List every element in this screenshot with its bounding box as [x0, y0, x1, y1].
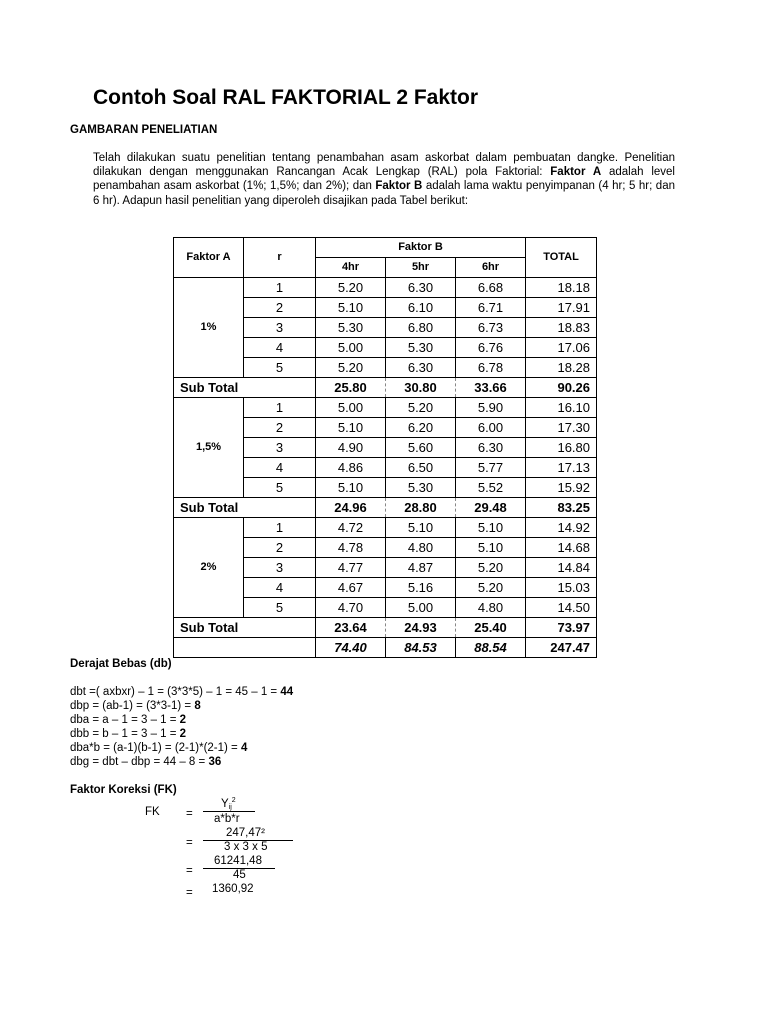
- value-cell: 5.90: [456, 398, 526, 418]
- table-row: [174, 398, 597, 418]
- replicate-cell: 5: [244, 478, 316, 498]
- header-b-level: 4hr: [316, 258, 386, 278]
- replicate-cell: 5: [244, 358, 316, 378]
- value-cell: 5.52: [456, 478, 526, 498]
- fk-numerator-1: [221, 797, 236, 811]
- db-line: [70, 728, 186, 740]
- value-cell: 6.30: [456, 438, 526, 458]
- table-row: [174, 518, 597, 538]
- value-cell: 6.78: [456, 358, 526, 378]
- db-result: 8: [194, 700, 201, 712]
- value-cell: 4.67: [316, 578, 386, 598]
- faktor-a-level: 1,5%: [174, 398, 244, 498]
- faktor-a-label: Faktor A: [550, 166, 602, 179]
- fk-denominator-3: 45: [233, 869, 246, 881]
- db-result: 2: [179, 728, 187, 740]
- value-cell: 5.20: [456, 558, 526, 578]
- table-body: [174, 238, 597, 658]
- db-result: 44: [280, 686, 294, 698]
- row-total-cell: 15.03: [526, 578, 597, 598]
- row-total-cell: 18.28: [526, 358, 597, 378]
- value-cell: 6.20: [386, 418, 456, 438]
- fk-result: 1360,92: [212, 883, 254, 895]
- subtotal-cell: 28.80: [386, 498, 456, 518]
- fk-num1-sub: ij: [228, 804, 232, 811]
- replicate-cell: 3: [244, 558, 316, 578]
- value-cell: 5.30: [386, 338, 456, 358]
- value-cell: 5.30: [316, 318, 386, 338]
- grand-total-cell: 74.40: [316, 638, 386, 658]
- fk-numerator-3: 61241,48: [214, 855, 262, 867]
- replicate-cell: 3: [244, 438, 316, 458]
- replicate-cell: 4: [244, 338, 316, 358]
- replicate-cell: 2: [244, 418, 316, 438]
- faktor-koreksi-heading: Faktor Koreksi (FK): [70, 784, 177, 796]
- row-total-cell: 16.10: [526, 398, 597, 418]
- grand-total-value: 247.47: [526, 638, 597, 658]
- header-faktor-a: Faktor A: [174, 238, 244, 278]
- replicate-cell: 2: [244, 298, 316, 318]
- subtotal-row: [174, 618, 597, 638]
- header-faktor-b: Faktor B: [316, 238, 526, 258]
- replicate-cell: 4: [244, 578, 316, 598]
- subtotal-cell: 30.80: [386, 378, 456, 398]
- value-cell: 5.20: [386, 398, 456, 418]
- fk-equals: =: [186, 887, 193, 899]
- fk-denominator-1: a*b*r: [214, 813, 240, 825]
- subtotal-total-cell: 83.25: [526, 498, 597, 518]
- value-cell: 5.20: [316, 278, 386, 298]
- value-cell: 4.77: [316, 558, 386, 578]
- value-cell: 6.73: [456, 318, 526, 338]
- row-total-cell: 14.84: [526, 558, 597, 578]
- value-cell: 4.87: [386, 558, 456, 578]
- row-total-cell: 17.91: [526, 298, 597, 318]
- value-cell: 6.76: [456, 338, 526, 358]
- subtotal-row: [174, 498, 597, 518]
- db-text: dba*b = (a-1)(b-1) = (2-1)*(2-1) =: [70, 742, 241, 754]
- db-line: [70, 714, 186, 726]
- value-cell: 5.16: [386, 578, 456, 598]
- replicate-cell: 1: [244, 398, 316, 418]
- value-cell: 5.20: [456, 578, 526, 598]
- fk-numerator-2: 247,47²: [226, 827, 266, 839]
- table-row: [174, 278, 597, 298]
- db-text: dbp = (ab-1) = (3*3-1) =: [70, 700, 195, 712]
- intro-text-2: adalah level penambahan asam askorbat (1%; 1,5%; dan 2%); dan: [93, 166, 675, 193]
- subtotal-cell: 23.64: [316, 618, 386, 638]
- value-cell: 6.30: [386, 278, 456, 298]
- value-cell: 5.10: [316, 298, 386, 318]
- value-cell: 4.80: [456, 598, 526, 618]
- value-cell: 4.86: [316, 458, 386, 478]
- subtotal-total-cell: 73.97: [526, 618, 597, 638]
- db-result: 4: [240, 742, 248, 754]
- subtotal-cell: 24.93: [386, 618, 456, 638]
- fraction-bar: [203, 811, 255, 812]
- row-total-cell: 17.13: [526, 458, 597, 478]
- subtotal-cell: 33.66: [456, 378, 526, 398]
- fk-num1-base: Y: [221, 798, 229, 810]
- header-b-level: 5hr: [386, 258, 456, 278]
- replicate-cell: 4: [244, 458, 316, 478]
- row-total-cell: 18.18: [526, 278, 597, 298]
- header-b-level: 6hr: [456, 258, 526, 278]
- intro-text-3: adalah lama waktu penyimpanan (4 hr; 5 hr; dan 6 hr). Adapun hasil penelitian yang diperoleh disajikan pada Tabel berikut:: [93, 180, 675, 207]
- value-cell: 5.20: [316, 358, 386, 378]
- grand-total-spacer: [174, 638, 316, 658]
- value-cell: 6.68: [456, 278, 526, 298]
- value-cell: 5.00: [316, 338, 386, 358]
- subtotal-label: Sub Total: [174, 618, 316, 638]
- subtotal-label: Sub Total: [174, 378, 316, 398]
- derajat-bebas-heading: Derajat Bebas (db): [70, 658, 172, 670]
- replicate-cell: 3: [244, 318, 316, 338]
- value-cell: 5.30: [386, 478, 456, 498]
- row-total-cell: 18.83: [526, 318, 597, 338]
- grand-total-cell: 84.53: [386, 638, 456, 658]
- subtotal-cell: 29.48: [456, 498, 526, 518]
- value-cell: 5.10: [386, 518, 456, 538]
- fk-equals: =: [186, 808, 193, 820]
- value-cell: 5.10: [456, 538, 526, 558]
- fk-denominator-2: 3 x 3 x 5: [224, 841, 268, 853]
- fk-equals: =: [186, 865, 193, 877]
- table-header-row: [174, 238, 597, 258]
- db-text: dbb = b – 1 = 3 – 1 =: [70, 728, 180, 740]
- replicate-cell: 5: [244, 598, 316, 618]
- subtotal-total-cell: 90.26: [526, 378, 597, 398]
- db-text: dbt =( axbxr) – 1 = (3*3*5) – 1 = 45 – 1 =: [70, 686, 281, 698]
- grand-total-row: [174, 638, 597, 658]
- subtotal-label: Sub Total: [174, 498, 316, 518]
- subtotal-cell: 25.40: [456, 618, 526, 638]
- value-cell: 6.00: [456, 418, 526, 438]
- db-result: 36: [208, 756, 222, 768]
- db-text: dbg = dbt – dbp = 44 – 8 =: [70, 756, 209, 768]
- value-cell: 5.10: [456, 518, 526, 538]
- intro-paragraph: [93, 151, 675, 208]
- page-title: Contoh Soal RAL FAKTORIAL 2 Faktor: [93, 86, 479, 109]
- fk-label: FK: [145, 806, 160, 818]
- header-total: TOTAL: [526, 238, 597, 278]
- header-r: r: [244, 238, 316, 278]
- row-total-cell: 17.30: [526, 418, 597, 438]
- grand-total-cell: 88.54: [456, 638, 526, 658]
- db-line: [70, 700, 201, 712]
- replicate-cell: 2: [244, 538, 316, 558]
- value-cell: 4.72: [316, 518, 386, 538]
- value-cell: 5.77: [456, 458, 526, 478]
- row-total-cell: 14.50: [526, 598, 597, 618]
- section-heading: GAMBARAN PENELIATIAN: [70, 124, 218, 136]
- faktor-b-label: Faktor B: [375, 180, 423, 193]
- value-cell: 5.00: [316, 398, 386, 418]
- subtotal-row: [174, 378, 597, 398]
- row-total-cell: 16.80: [526, 438, 597, 458]
- value-cell: 6.80: [386, 318, 456, 338]
- faktor-a-level: 1%: [174, 278, 244, 378]
- data-table: [173, 237, 597, 658]
- row-total-cell: 14.68: [526, 538, 597, 558]
- value-cell: 6.10: [386, 298, 456, 318]
- row-total-cell: 17.06: [526, 338, 597, 358]
- value-cell: 4.78: [316, 538, 386, 558]
- replicate-cell: 1: [244, 278, 316, 298]
- replicate-cell: 1: [244, 518, 316, 538]
- value-cell: 6.50: [386, 458, 456, 478]
- value-cell: 4.90: [316, 438, 386, 458]
- db-line: [70, 756, 221, 768]
- value-cell: 6.71: [456, 298, 526, 318]
- value-cell: 5.60: [386, 438, 456, 458]
- value-cell: 4.80: [386, 538, 456, 558]
- faktor-a-level: 2%: [174, 518, 244, 618]
- db-text: dba = a – 1 = 3 – 1 =: [70, 714, 180, 726]
- intro-text-1: Telah dilakukan suatu penelitian tentang penambahan asam askorbat dalam pembuatan dangke. Penelitian dilakukan dengan menggunakan Rancangan Acak Lengkap (RAL) pola Faktorial:: [93, 152, 675, 179]
- value-cell: 6.30: [386, 358, 456, 378]
- db-result: 2: [179, 714, 187, 726]
- value-cell: 5.10: [316, 478, 386, 498]
- row-total-cell: 14.92: [526, 518, 597, 538]
- db-line: [70, 686, 293, 698]
- subtotal-cell: 25.80: [316, 378, 386, 398]
- subtotal-cell: 24.96: [316, 498, 386, 518]
- row-total-cell: 15.92: [526, 478, 597, 498]
- fk-num1-sup: 2: [231, 797, 236, 804]
- value-cell: 4.70: [316, 598, 386, 618]
- value-cell: 5.10: [316, 418, 386, 438]
- db-line: [70, 742, 247, 754]
- value-cell: 5.00: [386, 598, 456, 618]
- fk-equals: =: [186, 837, 193, 849]
